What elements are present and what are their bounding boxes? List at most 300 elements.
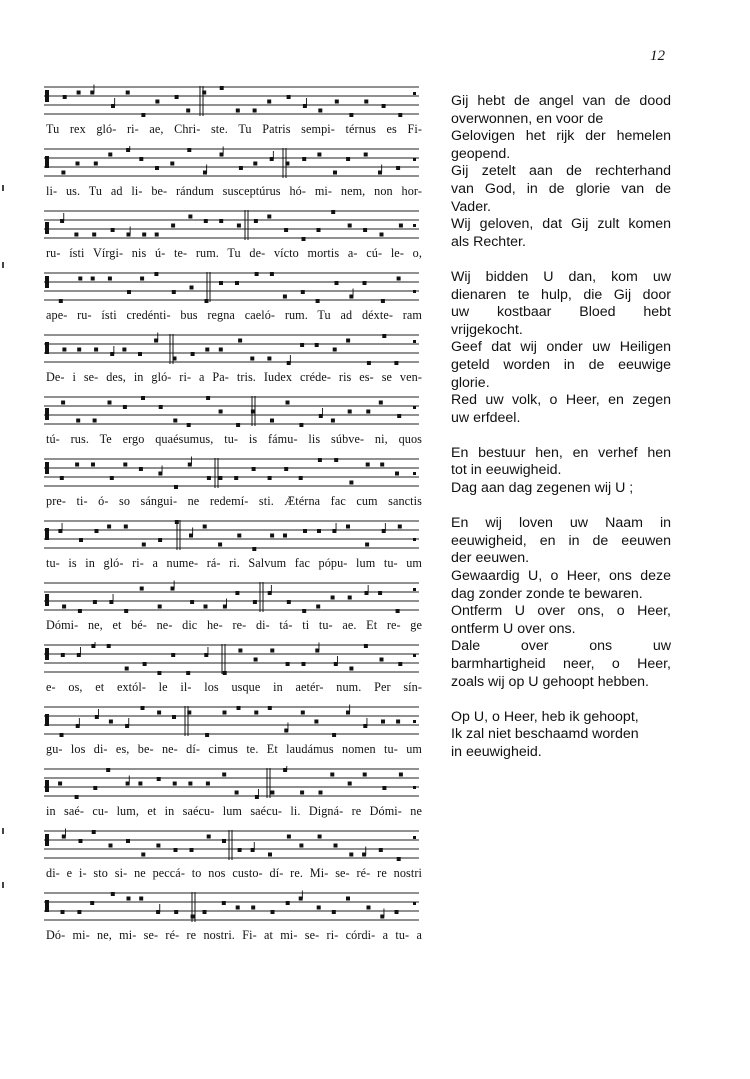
chant-system xyxy=(38,640,422,702)
neume xyxy=(205,733,209,737)
neume xyxy=(172,290,176,294)
neume xyxy=(94,348,98,352)
neume xyxy=(219,281,223,285)
neume xyxy=(367,906,371,910)
custos xyxy=(413,588,416,591)
chant-score xyxy=(38,82,422,950)
neume xyxy=(78,277,82,281)
neume xyxy=(156,844,160,848)
clef-mark xyxy=(45,594,49,606)
neume xyxy=(366,463,370,467)
neume xyxy=(380,658,384,662)
neume xyxy=(60,476,64,480)
neume xyxy=(399,773,403,777)
neume-stem xyxy=(319,643,320,651)
neume xyxy=(170,162,174,166)
translation-line: der eeuwen. xyxy=(451,550,530,567)
clef-mark xyxy=(45,648,49,660)
neume-stem xyxy=(384,909,385,917)
neume xyxy=(218,476,222,480)
clef-mark xyxy=(45,90,49,102)
clef-mark xyxy=(45,714,49,726)
neume xyxy=(267,100,271,104)
neume-stem xyxy=(114,98,115,106)
neume xyxy=(77,348,81,352)
neume xyxy=(236,109,240,113)
neume xyxy=(382,334,386,338)
translation-line: dienaren te hulp, die Gij door xyxy=(451,286,671,303)
scan-edge-mark xyxy=(2,185,4,191)
lyric-line: Dó- mi- ne, mi- se- ré- re nostri. Fi- at mi- se- ri- córdi- a tu- a xyxy=(46,928,422,942)
neume-stem xyxy=(385,523,386,531)
neume xyxy=(363,281,367,285)
neume xyxy=(90,901,94,905)
neume xyxy=(75,795,79,799)
neume xyxy=(255,272,259,276)
neume xyxy=(268,706,272,710)
neume xyxy=(364,100,368,104)
translation-line: En wij loven uw Naam in xyxy=(451,515,671,532)
neume xyxy=(397,857,401,861)
neume xyxy=(252,547,256,551)
neume xyxy=(303,529,307,533)
translation-line: Vader. xyxy=(451,198,491,215)
neume xyxy=(204,605,208,609)
neume xyxy=(396,166,400,170)
neume xyxy=(316,605,320,609)
neume xyxy=(59,299,63,303)
neume xyxy=(77,91,81,95)
scan-edge-mark xyxy=(2,828,4,834)
neume-stem xyxy=(113,346,114,354)
neume xyxy=(332,733,336,737)
neume xyxy=(109,844,113,848)
translation-line: van God, in de glorie van de xyxy=(451,180,671,197)
chant-system xyxy=(38,144,422,206)
neume xyxy=(127,897,131,901)
translation-line: Red uw volk, o Heer, en zegen xyxy=(451,392,671,409)
neume xyxy=(302,157,306,161)
lyric-line: ape- ru- ísti credénti- bus regna caeló- rum. Tu ad déxte- ram xyxy=(46,308,422,322)
neume-stem xyxy=(130,227,131,235)
neume xyxy=(331,596,335,600)
neume xyxy=(62,348,66,352)
neume xyxy=(349,481,353,485)
translation-paragraph xyxy=(451,269,671,427)
neume xyxy=(286,401,290,405)
neume xyxy=(396,720,400,724)
neume xyxy=(155,233,159,237)
neume xyxy=(203,910,207,914)
neume xyxy=(74,233,78,237)
neume xyxy=(398,113,402,117)
neume-stem xyxy=(129,776,130,784)
neume xyxy=(188,215,192,219)
neume xyxy=(268,476,272,480)
neume xyxy=(334,458,338,462)
neume-stem xyxy=(258,789,259,797)
translation-line: Gewaardig U, o Heer, ons deze xyxy=(451,568,671,585)
neume xyxy=(158,605,162,609)
neume xyxy=(254,711,258,715)
neume xyxy=(318,835,322,839)
translation-line: Geef dat wij onder uw Heiligen xyxy=(451,339,671,356)
lyric-line: ru- ísti Vírgi- nis ú- te- rum. Tu de- vícto mortis a- cú- le- o, xyxy=(46,246,422,260)
clef-mark xyxy=(45,156,49,168)
neume xyxy=(302,609,306,613)
neume xyxy=(346,897,350,901)
neume-stem xyxy=(113,594,114,602)
neume xyxy=(299,476,303,480)
chant-system xyxy=(38,578,422,640)
neume xyxy=(299,844,303,848)
neume xyxy=(76,162,80,166)
translation-line: in eeuwigheid. xyxy=(451,743,542,760)
scan-edge-mark xyxy=(2,882,4,888)
translation-line: Op U, o Heer, heb ik gehoopt, xyxy=(451,708,639,725)
neume xyxy=(314,720,318,724)
neume xyxy=(126,839,130,843)
neume xyxy=(110,476,114,480)
neume-stem xyxy=(223,147,224,155)
translation-line: Gelovigen het rijk der hemelen xyxy=(451,128,671,145)
translation-paragraph xyxy=(451,515,671,691)
neume-stem xyxy=(367,718,368,726)
translation-line: Gij hebt de angel van de dood xyxy=(451,93,671,109)
neume xyxy=(154,272,158,276)
lyric-line: di- e i- sto si- ne peccá- to nos custo- dí- re. Mi- se- ré- re nostri xyxy=(46,866,422,880)
neume xyxy=(190,848,194,852)
neume xyxy=(235,591,239,595)
translation-line: Ik zal niet beschaamd worden xyxy=(451,726,639,743)
neume xyxy=(61,401,65,405)
neume xyxy=(190,600,194,604)
neume xyxy=(270,534,274,538)
neume xyxy=(366,410,370,414)
neume xyxy=(158,538,162,542)
neume-stem xyxy=(128,718,129,726)
neume-stem xyxy=(302,891,303,899)
neume xyxy=(236,423,240,427)
neume xyxy=(61,171,65,175)
neume xyxy=(61,653,65,657)
music-staff xyxy=(44,518,419,552)
neume xyxy=(124,609,128,613)
neume xyxy=(109,720,113,724)
neume xyxy=(191,352,195,356)
neume xyxy=(315,343,319,347)
neume-stem xyxy=(365,847,366,855)
neume-stem xyxy=(79,718,80,726)
neume-stem xyxy=(254,842,255,850)
neume xyxy=(106,768,110,772)
neume xyxy=(378,591,382,595)
neume-stem xyxy=(98,709,99,717)
neume xyxy=(171,653,175,657)
neume xyxy=(397,277,401,281)
neume xyxy=(238,649,242,653)
custos xyxy=(413,902,416,905)
neume xyxy=(237,534,241,538)
lyric-line: tu- is in gló- ri- a nume- rá- ri. Salvum fac pópu- lum tu- um xyxy=(46,556,422,570)
neume xyxy=(76,419,80,423)
neume xyxy=(95,529,99,533)
neume xyxy=(381,299,385,303)
neume xyxy=(63,95,67,99)
neume xyxy=(252,467,256,471)
neume xyxy=(317,153,321,157)
translation-line: barmhartigheid neer, o Heer, xyxy=(451,656,671,672)
neume xyxy=(60,733,64,737)
neume xyxy=(222,901,226,905)
neume xyxy=(396,609,400,613)
neume xyxy=(348,596,352,600)
music-staff xyxy=(44,642,419,676)
dutch-translation xyxy=(451,93,671,779)
clef-mark xyxy=(45,834,49,846)
custos xyxy=(413,92,416,95)
neume xyxy=(335,281,339,285)
neume xyxy=(155,100,159,104)
chant-system xyxy=(38,826,422,888)
neume xyxy=(143,662,147,666)
translation-line: dag zonder zonde te bewaren. xyxy=(451,585,643,602)
neume xyxy=(174,848,178,852)
neume xyxy=(284,228,288,232)
clef-mark xyxy=(45,780,49,792)
neume xyxy=(234,476,238,480)
neume xyxy=(219,410,223,414)
lyric-line: pre- ti- ó- so sángui- ne redemí- sti. Ætérna fac cum sanctis xyxy=(46,494,422,508)
custos xyxy=(413,472,416,475)
neume xyxy=(349,667,353,671)
neume xyxy=(187,423,191,427)
translation-line: vrijgekocht. xyxy=(451,321,523,338)
neume xyxy=(334,844,338,848)
clef-mark xyxy=(45,528,49,540)
translation-line: glorie. xyxy=(451,374,490,391)
translation-line: Dag aan dag zegenen wij U ; xyxy=(451,480,634,497)
clef-mark xyxy=(45,462,49,474)
neume xyxy=(79,839,83,843)
neume xyxy=(301,290,305,294)
clef-mark xyxy=(45,276,49,288)
neume xyxy=(317,228,321,232)
neume-stem xyxy=(290,355,291,363)
translation-paragraph xyxy=(451,93,671,251)
neume-stem xyxy=(129,146,130,150)
neume xyxy=(62,605,66,609)
neume xyxy=(346,339,350,343)
neume xyxy=(270,272,274,276)
music-staff xyxy=(44,828,419,862)
neume xyxy=(207,835,211,839)
neume xyxy=(220,86,224,90)
neume xyxy=(172,715,176,719)
neume xyxy=(270,791,274,795)
neume xyxy=(253,109,257,113)
neume xyxy=(173,782,177,786)
neume xyxy=(157,671,161,675)
neume xyxy=(157,711,161,715)
neume xyxy=(139,897,143,901)
neume xyxy=(206,396,210,400)
neume xyxy=(346,525,350,529)
neume xyxy=(367,361,371,365)
custos xyxy=(413,406,416,409)
neume-stem xyxy=(271,585,272,593)
neume xyxy=(206,782,210,786)
neume xyxy=(363,773,367,777)
neume xyxy=(270,419,274,423)
neume xyxy=(123,405,127,409)
neume-stem xyxy=(159,904,160,912)
neume xyxy=(399,224,403,228)
neume-stem xyxy=(337,656,338,664)
neume xyxy=(125,667,129,671)
music-staff xyxy=(44,208,419,242)
neume xyxy=(317,906,321,910)
neume xyxy=(302,662,306,666)
neume xyxy=(317,529,321,533)
neume-stem xyxy=(65,829,66,837)
neume xyxy=(267,215,271,219)
neume xyxy=(171,224,175,228)
neume xyxy=(107,644,111,648)
neume-stem xyxy=(206,165,207,173)
neume xyxy=(92,830,96,834)
music-staff xyxy=(44,270,419,304)
neume xyxy=(108,153,112,157)
chant-system xyxy=(38,268,422,330)
neume xyxy=(300,343,304,347)
neume xyxy=(127,290,131,294)
neume xyxy=(92,233,96,237)
lyric-line: De- i se- des, in gló- ri- a Pa- tris. Iudex créde- ris es- se ven- xyxy=(46,370,422,384)
neume-stem xyxy=(94,85,95,93)
neume xyxy=(381,720,385,724)
translation-line: En bestuur hen, en verhef hen xyxy=(451,444,671,461)
neume xyxy=(335,100,339,104)
neume xyxy=(186,109,190,113)
lyric-line: gu- los di- es, be- ne- dí- cimus te. Et laudámus nomen tu- um xyxy=(46,742,422,756)
neume xyxy=(111,228,115,232)
neume xyxy=(284,467,288,471)
neume-stem xyxy=(157,333,158,341)
chant-system xyxy=(38,392,422,454)
neume xyxy=(203,525,207,529)
neume xyxy=(78,609,82,613)
neume xyxy=(140,587,144,591)
neume xyxy=(287,835,291,839)
neume xyxy=(122,348,126,352)
neume xyxy=(236,906,240,910)
neume xyxy=(286,901,290,905)
neume xyxy=(91,463,95,467)
translation-line: eeuwigheid, en in de eeuwen xyxy=(451,532,671,549)
neume xyxy=(155,166,159,170)
translation-paragraph xyxy=(451,445,671,498)
neume xyxy=(186,671,190,675)
neume-stem xyxy=(336,523,337,531)
translation-line: geteld worden in de eeuwige xyxy=(451,356,671,373)
neume xyxy=(235,281,239,285)
neume-stem xyxy=(174,581,175,589)
chant-system xyxy=(38,702,422,764)
neume xyxy=(318,458,322,462)
neume-stem xyxy=(306,98,307,106)
neume xyxy=(174,485,178,489)
chant-system xyxy=(38,330,422,392)
page-number: 12 xyxy=(650,48,665,64)
translation-line: ontferm U over ons. xyxy=(451,620,576,637)
clef-mark xyxy=(45,222,49,234)
neume xyxy=(219,348,223,352)
chant-system xyxy=(38,764,422,826)
neume xyxy=(124,525,128,529)
neume xyxy=(91,277,95,281)
music-staff xyxy=(44,84,419,118)
translation-line: Ontferm U over ons, o Heer, xyxy=(451,603,671,620)
neume xyxy=(254,658,258,662)
neume xyxy=(238,339,242,343)
neume xyxy=(175,95,179,99)
neume xyxy=(138,782,142,786)
translation-line: uw kostbaar Bloed hebt xyxy=(451,304,671,321)
neume xyxy=(140,277,144,281)
translation-line: zoals wij op U gehoopt hebben. xyxy=(451,673,649,690)
neume-stem xyxy=(226,599,227,607)
neume xyxy=(58,782,62,786)
neume xyxy=(250,357,254,361)
neume xyxy=(77,910,81,914)
neume xyxy=(382,104,386,108)
neume xyxy=(218,543,222,547)
neume xyxy=(141,853,145,857)
neume xyxy=(267,357,271,361)
translation-line: tot in eeuwigheid. xyxy=(451,462,562,479)
neume-stem xyxy=(62,523,63,531)
neume xyxy=(223,711,227,715)
neume xyxy=(365,543,369,547)
neume xyxy=(286,662,290,666)
neume-stem xyxy=(63,213,64,221)
neume xyxy=(331,419,335,423)
neume-stem xyxy=(353,289,354,297)
lyric-line: Dómi- ne, et bé- ne- dic he- re- di- tá- ti tu- ae. Et re- ge xyxy=(46,618,422,632)
neume xyxy=(364,644,368,648)
neume xyxy=(157,777,161,781)
neume xyxy=(107,525,111,529)
neume xyxy=(395,910,399,914)
custos xyxy=(413,654,416,657)
neume xyxy=(316,299,320,303)
music-staff xyxy=(44,332,419,366)
neume xyxy=(397,414,401,418)
translation-line: Wij bidden U dan, kom uw xyxy=(451,268,671,285)
neume xyxy=(318,109,322,113)
neume xyxy=(187,148,191,152)
custos xyxy=(413,786,416,789)
neume xyxy=(93,419,97,423)
neume xyxy=(159,405,163,409)
translation-line: geopend. xyxy=(451,145,511,162)
lyric-line: li- us. Tu ad li- be- rándum susceptúrus hó- mi- nem, non hor- xyxy=(46,184,422,198)
neume-stem xyxy=(80,647,81,655)
chant-system xyxy=(38,206,422,268)
neume xyxy=(380,463,384,467)
neume xyxy=(222,839,226,843)
